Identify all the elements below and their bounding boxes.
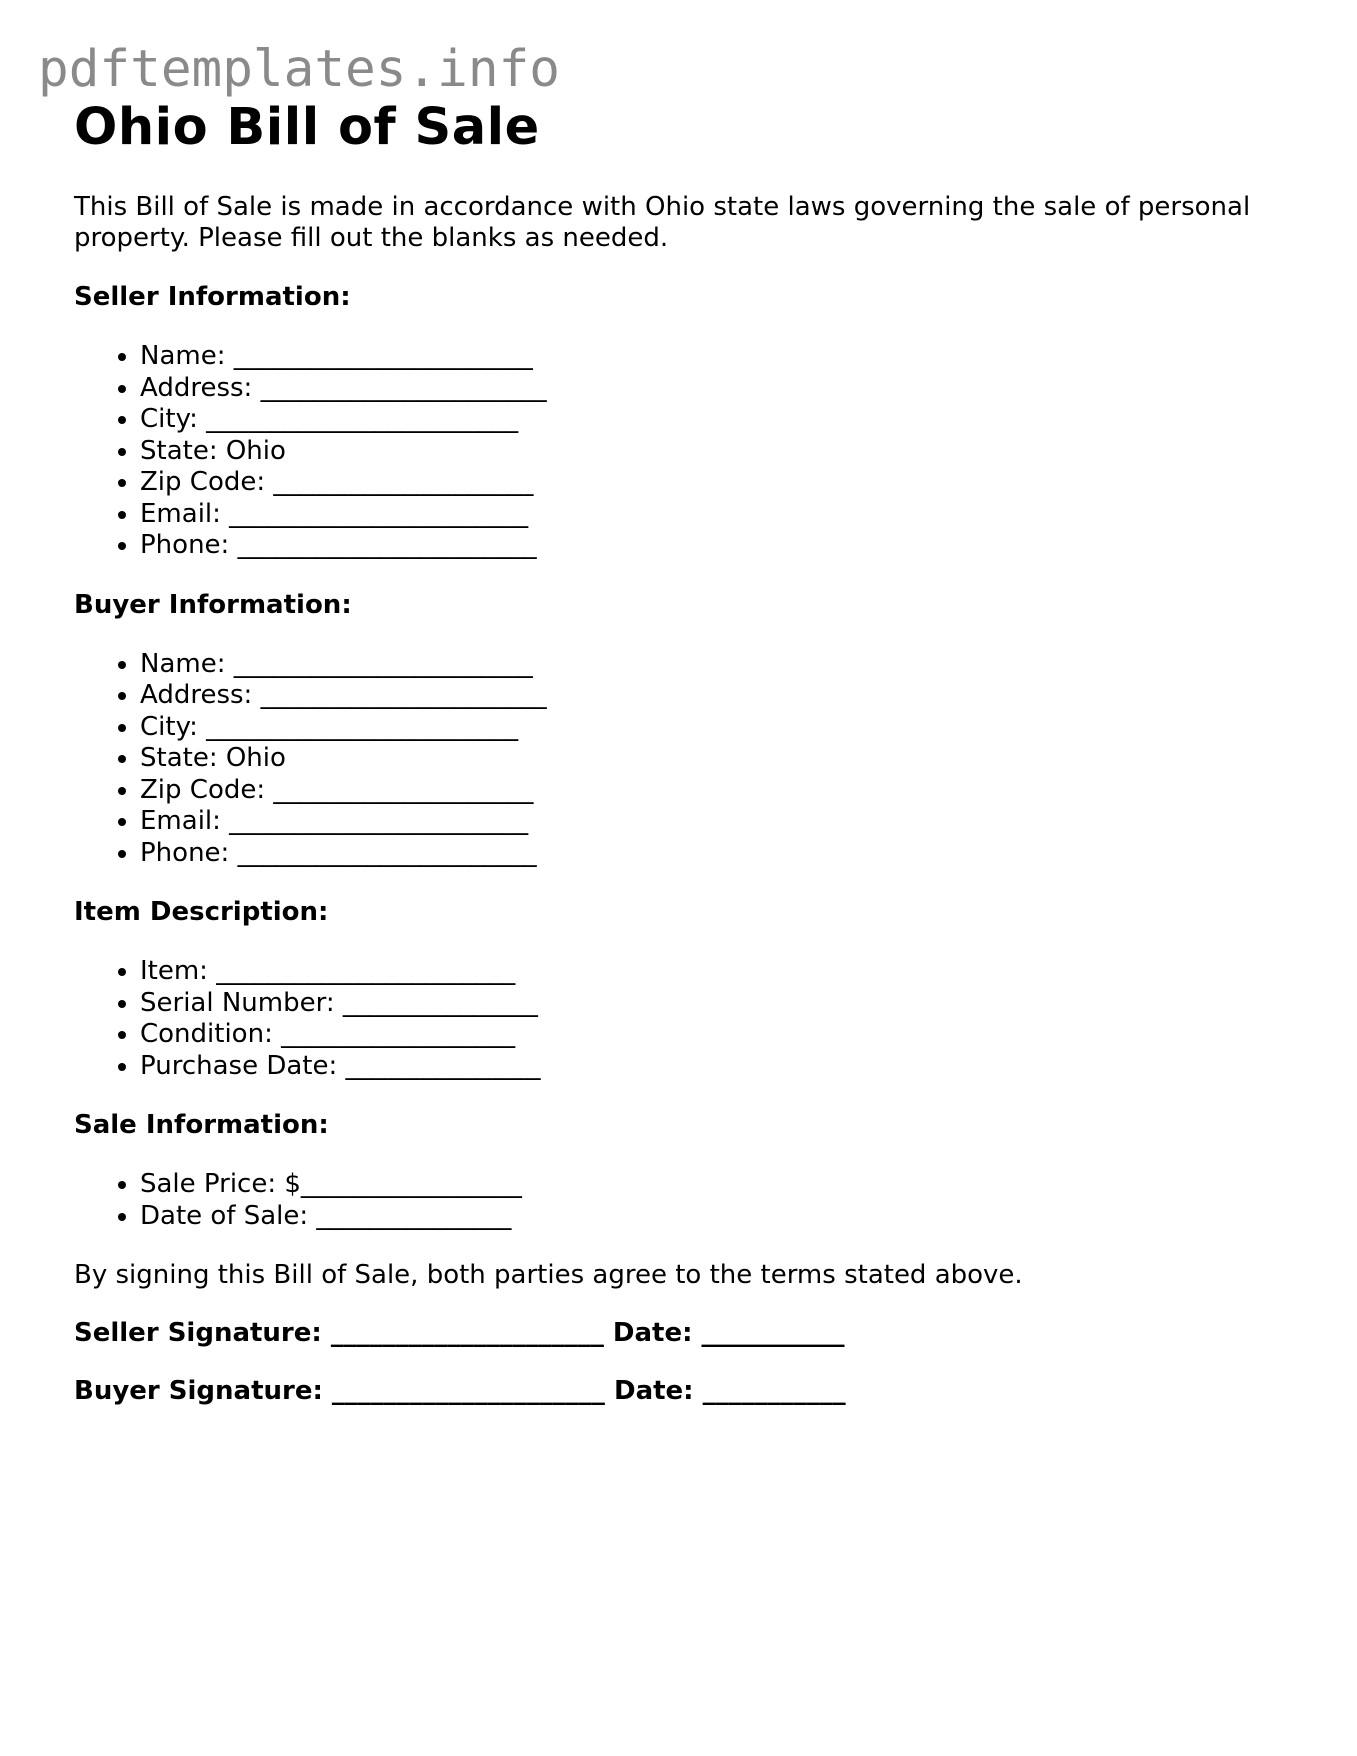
seller-email-field: • Email: _______________________ <box>140 499 1304 531</box>
watermark-text: pdftemplates.info <box>38 40 560 99</box>
seller-city-field: • City: ________________________ <box>140 404 1304 436</box>
buyer-address-field: • Address: ______________________ <box>140 680 1304 712</box>
buyer-zip-field: • Zip Code: ____________________ <box>140 775 1304 807</box>
seller-name-field: • Name: _______________________ <box>140 341 1304 373</box>
sale-section-heading: Sale Information: <box>74 1110 329 1140</box>
buyer-email-field: • Email: _______________________ <box>140 806 1304 838</box>
serial-number-field: • Serial Number: _______________ <box>140 988 1304 1020</box>
buyer-city-field: • City: ________________________ <box>140 712 1304 744</box>
sale-price-field: • Sale Price: $_________________ <box>140 1169 1304 1201</box>
item-info-list <box>74 956 1304 1082</box>
seller-signature-label: Seller Signature: _____________________ <box>74 1318 613 1348</box>
seller-phone-field: • Phone: _______________________ <box>140 530 1304 562</box>
buyer-section-heading: Buyer Information: <box>74 589 352 620</box>
buyer-phone-field: • Phone: _______________________ <box>140 838 1304 870</box>
purchase-date-field: • Purchase Date: _______________ <box>140 1051 1304 1083</box>
item-section-heading: Item Description: <box>74 897 329 927</box>
seller-address-field: • Address: ______________________ <box>140 373 1304 405</box>
buyer-state-field: • State: Ohio <box>140 743 1304 775</box>
date-of-sale-field: • Date of Sale: _______________ <box>140 1201 1304 1233</box>
buyer-signature-date: Date: ___________ <box>613 1376 846 1406</box>
seller-signature-line <box>74 1318 1304 1349</box>
seller-zip-field: • Zip Code: ____________________ <box>140 467 1304 499</box>
document-title: Ohio Bill of Sale <box>74 98 540 157</box>
closing-statement: By signing this Bill of Sale, both parties agree to the terms stated above. <box>74 1260 1023 1290</box>
sale-info-list <box>74 1169 1304 1232</box>
seller-info-list <box>74 341 1304 562</box>
item-field: • Item: _______________________ <box>140 956 1304 988</box>
seller-state-field: • State: Ohio <box>140 436 1304 468</box>
buyer-info-list <box>74 649 1304 870</box>
seller-section-heading: Seller Information: <box>74 282 351 312</box>
buyer-signature-label: Buyer Signature: _____________________ <box>74 1376 614 1406</box>
seller-signature-date: Date: ___________ <box>612 1318 845 1348</box>
condition-field: • Condition: __________________ <box>140 1019 1304 1051</box>
document-page <box>74 96 1304 1407</box>
intro-paragraph: This Bill of Sale is made in accordance with Ohio state laws governing the sale of personal property. Please fill out the blanks as needed. <box>74 192 1251 253</box>
buyer-name-field: • Name: _______________________ <box>140 649 1304 681</box>
buyer-signature-line <box>74 1376 1304 1407</box>
